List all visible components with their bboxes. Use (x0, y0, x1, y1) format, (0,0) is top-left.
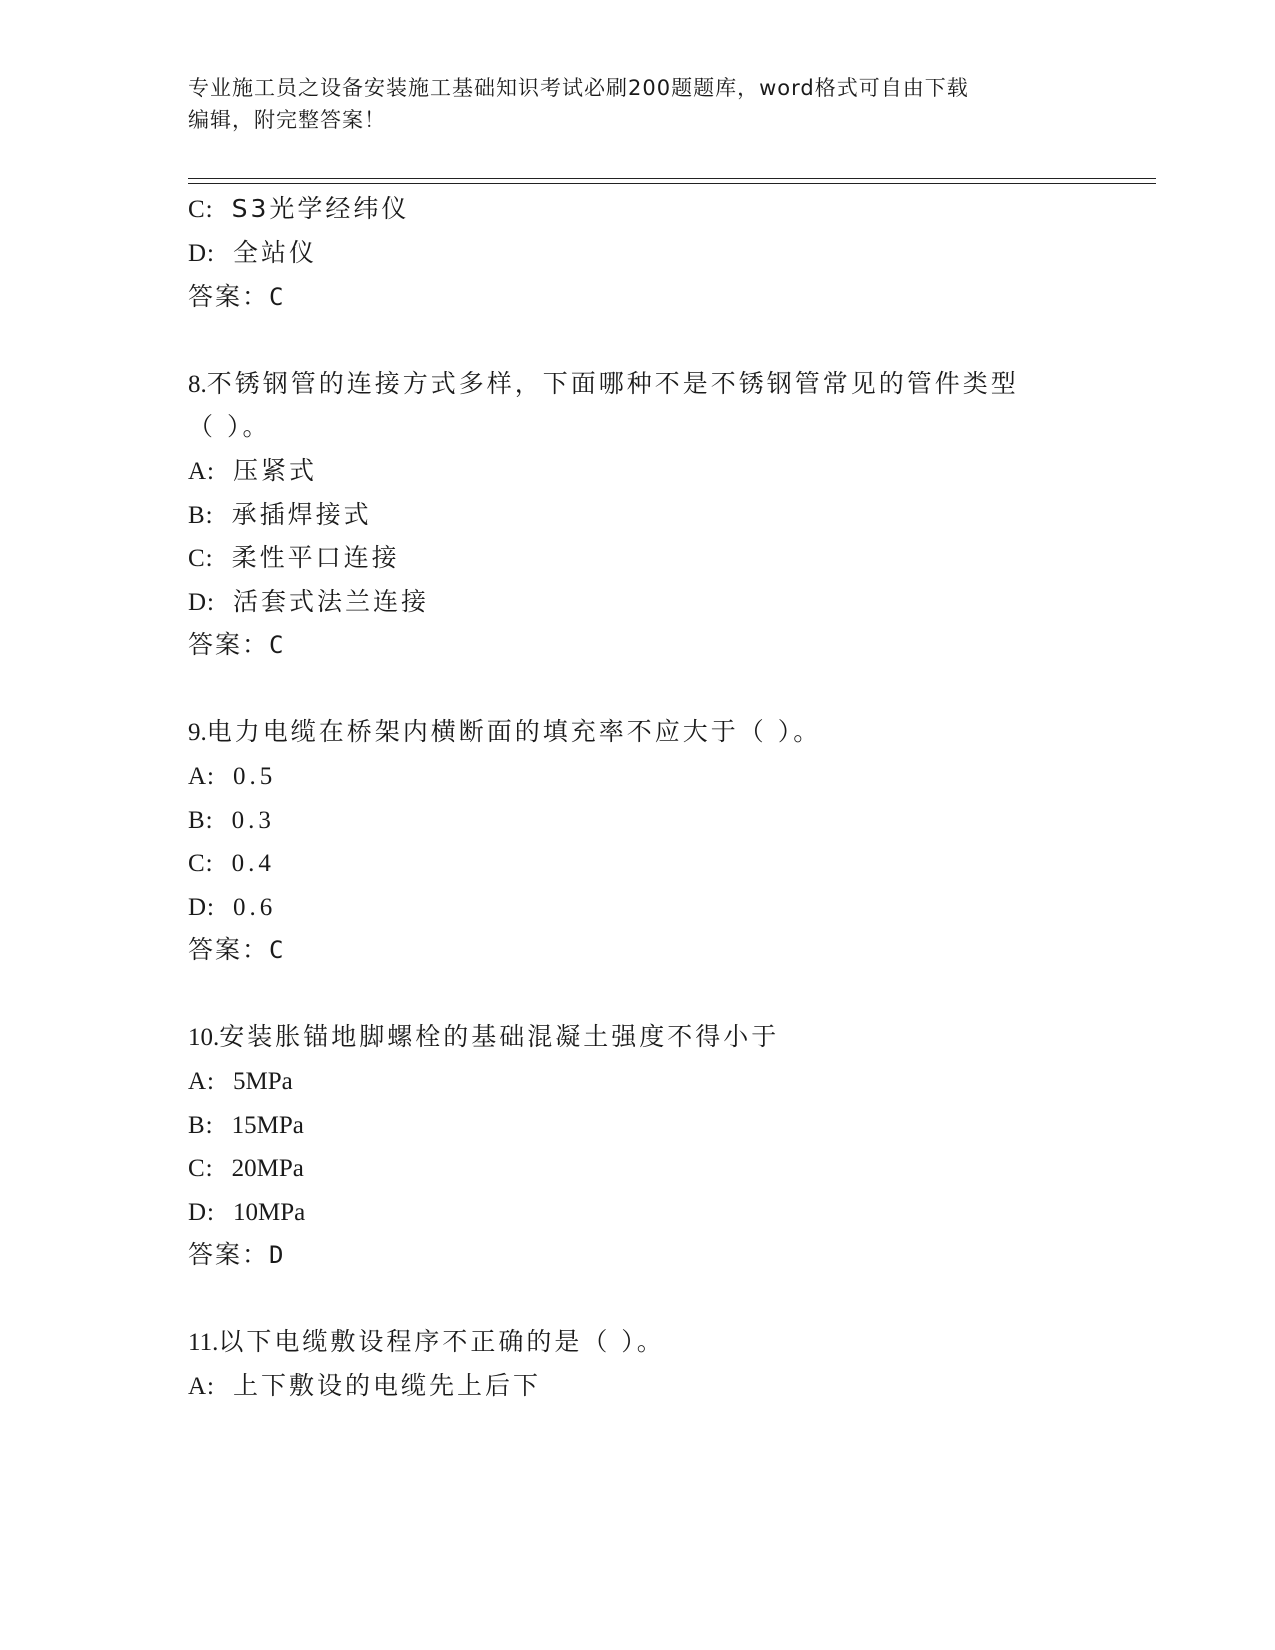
question-stem-continued: （ ）。 (188, 412, 271, 441)
q10-option-a (188, 1064, 293, 1099)
q9-option-b (188, 803, 275, 838)
q10-answer (188, 1238, 285, 1272)
q9-option-a (188, 759, 276, 794)
q8-option-a (188, 454, 317, 489)
option-key: C: (188, 1155, 214, 1182)
q8-stem-line-2 (188, 410, 270, 444)
q11-stem (188, 1325, 665, 1360)
q10-stem (188, 1020, 779, 1055)
option-text: 上下敷设的电缆先上后下 (233, 1371, 542, 1400)
document-header (188, 72, 1088, 136)
q10-option-c (188, 1151, 304, 1186)
answer-value: C (269, 936, 286, 964)
q9-option-d (188, 890, 276, 925)
answer-label: 答案： (188, 935, 270, 964)
option-key: D: (188, 240, 215, 267)
option-text: 15MPa (231, 1112, 304, 1139)
question-number: 9. (188, 719, 207, 746)
option-key: A: (188, 763, 215, 790)
option-text: 柔性平口连接 (231, 543, 400, 572)
option-key: A: (188, 458, 215, 485)
answer-label: 答案： (188, 630, 270, 659)
option-text: 承插焊接式 (231, 500, 372, 529)
option-key: D: (188, 1199, 215, 1226)
option-key: C: (188, 545, 214, 572)
q10-option-b (188, 1108, 304, 1143)
option-text: S3光学经纬仪 (231, 194, 410, 223)
question-number: 11. (188, 1329, 219, 1356)
header-divider-top (188, 178, 1156, 179)
option-text: 0.4 (231, 850, 275, 877)
q8-option-b (188, 498, 372, 533)
q10-option-d (188, 1195, 305, 1230)
option-key: D: (188, 894, 215, 921)
option-key: B: (188, 1112, 214, 1139)
option-key: A: (188, 1068, 215, 1095)
option-key: D: (188, 589, 215, 616)
q8-option-d (188, 585, 429, 620)
option-text: 5MPa (233, 1068, 293, 1095)
question-number: 10. (188, 1024, 220, 1051)
question-stem: 安装胀锚地脚螺栓的基础混凝土强度不得小于 (219, 1022, 780, 1051)
q7-option-c (188, 192, 409, 227)
option-key: C: (188, 196, 214, 223)
option-text: 压紧式 (233, 456, 318, 485)
q7-answer (188, 280, 285, 314)
option-key: A: (188, 1373, 215, 1400)
q9-stem (188, 715, 821, 750)
option-text: 活套式法兰连接 (233, 587, 430, 616)
question-stem: 不锈钢管的连接方式多样，下面哪种不是不锈钢管常见的管件类型 (206, 369, 1019, 398)
option-text: 全站仪 (233, 238, 318, 267)
option-text: 0.5 (233, 763, 277, 790)
q8-stem-line-1 (188, 367, 1019, 402)
question-number: 8. (188, 371, 207, 398)
q8-answer (188, 628, 285, 662)
answer-value: C (269, 283, 286, 311)
q9-option-c (188, 846, 275, 881)
option-text: 0.6 (233, 894, 277, 921)
question-stem: 电力电缆在桥架内横断面的填充率不应大于（ ）。 (206, 717, 822, 746)
option-key: B: (188, 807, 214, 834)
option-key: B: (188, 502, 214, 529)
option-text: 10MPa (233, 1199, 306, 1226)
header-title-line-2: 编辑，附完整答案！ (188, 108, 386, 132)
answer-label: 答案： (188, 1240, 270, 1269)
header-title-line-1: 专业施工员之设备安装施工基础知识考试必刷200题题库，word格式可自由下载 (188, 76, 969, 100)
q11-option-a (188, 1369, 541, 1404)
q7-option-d (188, 236, 317, 271)
option-key: C: (188, 850, 214, 877)
question-stem: 以下电缆敷设程序不正确的是（ ）。 (218, 1327, 665, 1356)
answer-value: C (269, 631, 286, 659)
header-divider-bottom (188, 183, 1156, 184)
answer-value: D (269, 1241, 286, 1269)
q9-answer (188, 933, 285, 967)
option-text: 20MPa (231, 1155, 304, 1182)
answer-label: 答案： (188, 282, 270, 311)
q8-option-c (188, 541, 400, 576)
option-text: 0.3 (231, 807, 275, 834)
